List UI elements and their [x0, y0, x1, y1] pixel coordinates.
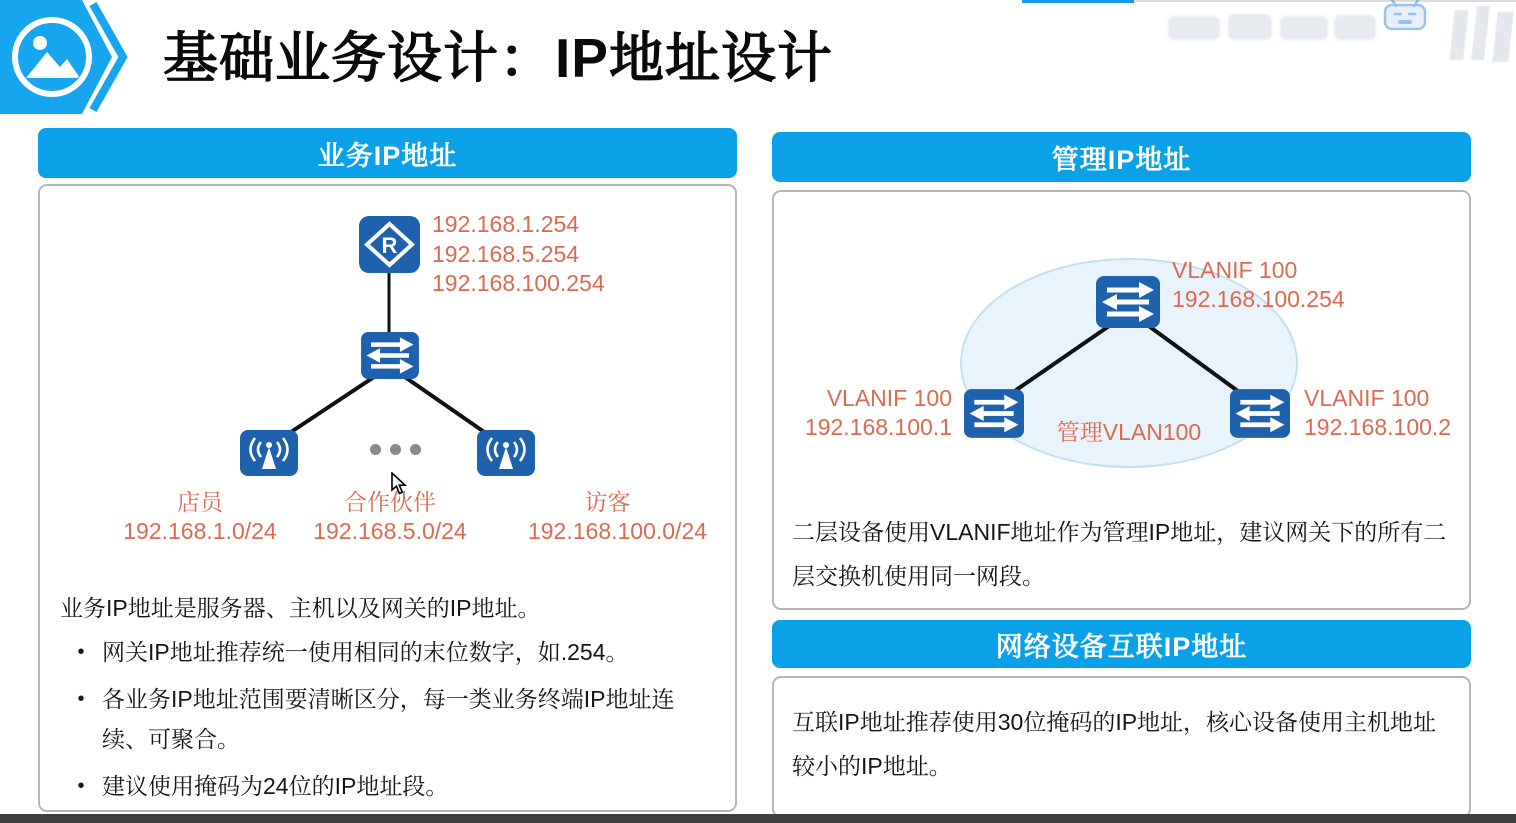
vlanif-label: VLANIF 100 — [1304, 385, 1430, 411]
top-switch-label — [1172, 256, 1345, 314]
management-ip-note: 二层设备使用VLANIF地址作为管理IP地址，建议网关下的所有二层交换机使用同一网段。 — [792, 519, 1447, 589]
watermark-blob — [1449, 10, 1468, 60]
group-subnet: 192.168.5.0/24 — [313, 518, 467, 544]
business-ip-intro: 业务IP地址是服务器、主机以及网关的IP地址。 — [60, 595, 541, 621]
vlanif-label: VLANIF 100 — [1172, 257, 1298, 283]
bilibili-tv-icon — [1382, 0, 1428, 30]
router-ip-list — [432, 210, 605, 299]
access-point-icon — [477, 430, 535, 476]
panel-body-management-ip — [772, 190, 1471, 610]
watermark-blob — [1334, 15, 1376, 40]
top-edge-line-gray — [1134, 0, 1516, 2]
watermark-blob — [1492, 12, 1513, 62]
vlanif-label: VLANIF 100 — [826, 385, 952, 411]
router-ip: 192.168.1.254 — [432, 211, 580, 237]
watermark-blob — [1228, 14, 1272, 40]
vlanif-ip: 192.168.100.2 — [1304, 414, 1452, 440]
router-ip: 192.168.5.254 — [432, 240, 580, 267]
bullet-text: 各业务IP地址范围要清晰区分，每一类业务终端IP地址连续、可聚合。 — [102, 686, 675, 752]
bullet-item — [60, 766, 715, 806]
panel-title: 管理IP地址 — [1051, 144, 1192, 175]
switch-icon — [964, 389, 1024, 438]
bullet-text: 网关IP地址推荐统一使用相同的末位数字，如.254。 — [102, 639, 629, 665]
router-letter: R — [381, 233, 398, 258]
panel-title: 网络设备互联IP地址 — [995, 631, 1248, 662]
group-subnet: 192.168.1.0/24 — [123, 518, 277, 544]
switch-icon — [1230, 389, 1290, 438]
router-icon — [359, 216, 420, 273]
access-point-icon — [240, 430, 298, 476]
switch-icon — [359, 332, 421, 379]
group-label: 访客 — [584, 489, 631, 515]
business-ip-bullets — [60, 632, 715, 813]
slide-logo image-icon — [0, 0, 150, 114]
bullet-glyph: • — [77, 688, 85, 710]
switch-icon — [1096, 276, 1160, 328]
interconnect-ip-note: 互联IP地址推荐使用30位掩码的IP地址，核心设备使用主机地址较小的IP地址。 — [792, 709, 1437, 779]
panel-header-interconnect-ip — [772, 620, 1471, 668]
page-title: 基础业务设计：IP地址设计 — [163, 27, 833, 89]
watermark-blob — [1280, 16, 1328, 40]
left-switch-label — [788, 384, 952, 442]
group-label: 合作伙伴 — [344, 489, 436, 515]
bullet-text: 建议使用掩码为24位的IP地址段。 — [102, 773, 449, 799]
top-edge-line-blue — [1022, 0, 1134, 3]
panel-header-business-ip — [38, 128, 737, 178]
panel-body-business-ip — [38, 184, 737, 812]
watermark-blob — [1471, 6, 1490, 60]
group-label: 店员 — [177, 489, 223, 515]
management-vlan-label: 管理VLAN100 — [1056, 419, 1202, 445]
panel-title: 业务IP地址 — [317, 140, 458, 171]
bullet-glyph: • — [77, 641, 85, 663]
vlanif-ip: 192.168.100.254 — [1172, 286, 1345, 312]
router-ip: 192.168.100.254 — [432, 270, 605, 296]
bullet-item — [60, 679, 715, 759]
bottom-edge-strip — [0, 814, 1516, 823]
panel-header-management-ip — [772, 132, 1471, 182]
ellipsis-dots — [370, 444, 430, 455]
vlanif-ip: 192.168.100.1 — [804, 414, 952, 440]
bullet-item — [60, 632, 715, 672]
bullet-glyph: • — [77, 775, 85, 797]
panel-body-interconnect-ip — [772, 676, 1471, 818]
watermark-blob — [1168, 16, 1220, 40]
right-switch-label — [1304, 384, 1474, 442]
group-subnet: 192.168.100.0/24 — [527, 518, 708, 544]
